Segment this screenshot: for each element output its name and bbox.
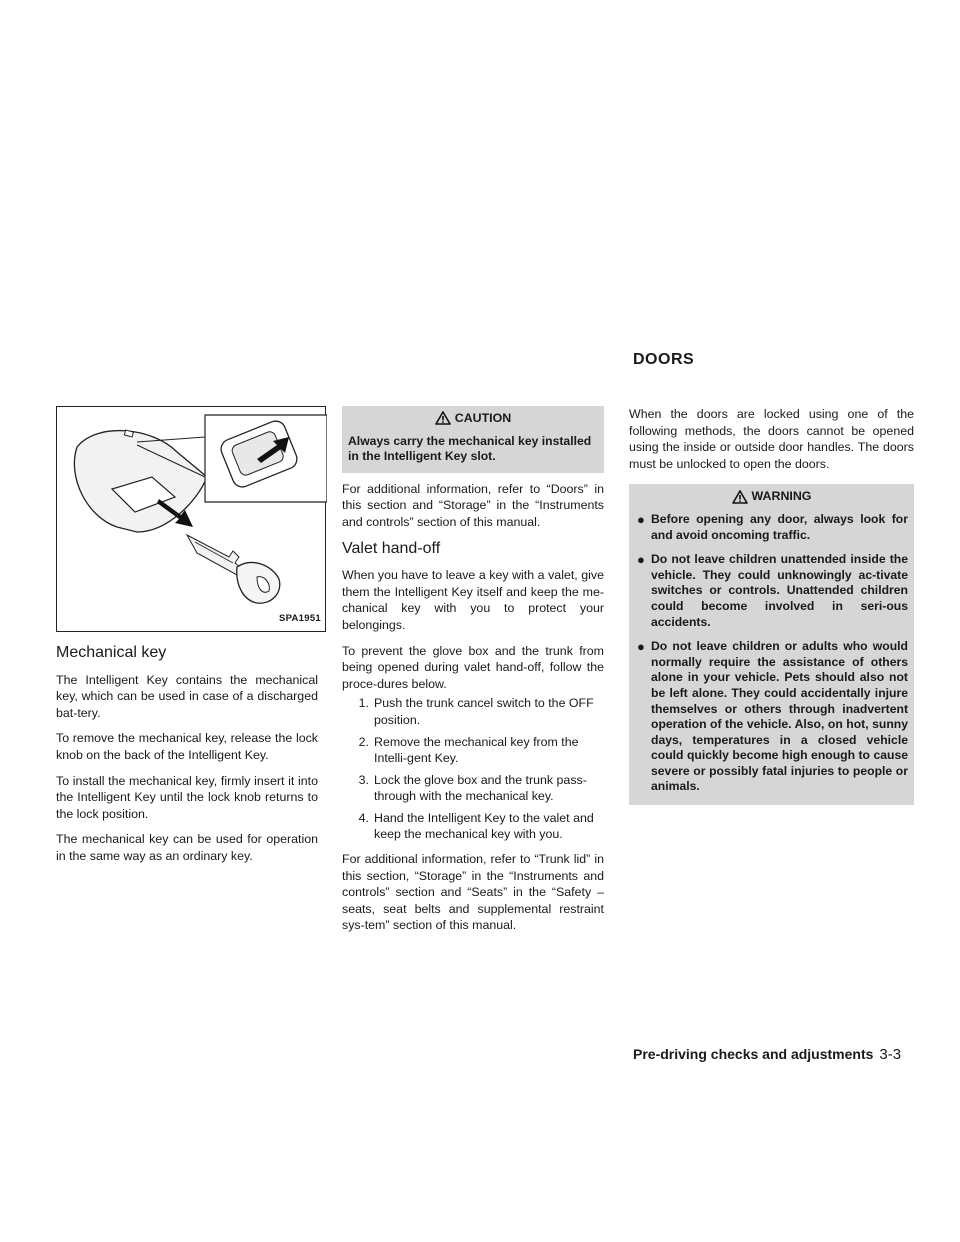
- paragraph: The mechanical key can be used for operation in the same way as an ordinary key.: [56, 832, 318, 863]
- list-item: [342, 810, 604, 843]
- warning-triangle-icon: [732, 490, 748, 504]
- step-number: 4.: [358, 810, 369, 825]
- heading-valet-hand-off: Valet hand-off: [342, 539, 441, 557]
- column-valet: [342, 406, 604, 943]
- warning-list: [635, 512, 908, 795]
- list-item: [635, 512, 908, 543]
- step-number: 1.: [358, 696, 369, 711]
- step-text: Hand the Intelligent Key to the valet and keep the mechanical key with you.: [374, 810, 594, 842]
- figure-code: SPA1951: [278, 613, 321, 625]
- warning-item-text: Before opening any door, always look for and avoid oncoming traffic.: [651, 511, 908, 542]
- list-item: [635, 639, 908, 795]
- caution-title: [348, 410, 598, 427]
- caution-box: [342, 406, 604, 473]
- column-doors: [629, 406, 914, 813]
- paragraph: When the doors are locked using one of the following methods, the doors cannot be opened using the inside or outside door handles. The doors must be unlocked to open the doors.: [629, 407, 914, 471]
- paragraph: For additional information, refer to “Trunk lid” in this section, “Storage” in the “Instruments and controls” section and “Seats” in the “Safety – seats, seat belts and supplemental restraint sys-tem” section of this manual.: [342, 852, 604, 933]
- chapter-title: Pre-driving checks and adjustments: [633, 1046, 874, 1062]
- page-footer: [633, 1046, 901, 1063]
- warning-item-text: Do not leave children or adults who would normally require the assistance of others alone in your vehicle. Pets should also not be left alone. They could accidentally injure themselves or others through inadvertent operation of the vehicle. Also, on hot, sunny days, temperatures in a closed vehicle could quickly become high enough to cause severe or possibly fatal injuries to people or animals.: [651, 639, 908, 794]
- caution-text: Always carry the mechanical key installed in the Intelligent Key slot.: [348, 433, 592, 464]
- warning-item-text: Do not leave children unattended inside the vehicle. They could unknowingly ac-tivate switches or controls. Unattended children could become involved in seri-ous accidents.: [651, 552, 908, 629]
- procedure-steps: [342, 695, 604, 843]
- warning-triangle-icon: [435, 411, 451, 425]
- list-item: [635, 552, 908, 630]
- step-number: 2.: [358, 734, 369, 749]
- intelligent-key-illustration: [57, 407, 327, 633]
- bullet-dot-icon: ●: [637, 639, 645, 655]
- bullet-dot-icon: ●: [637, 511, 645, 527]
- list-item: [342, 772, 604, 805]
- paragraph: When you have to leave a key with a valet, give them the Intelligent Key itself and keep the me-chanical key with you to protect your belongings.: [342, 568, 604, 632]
- bullet-dot-icon: ●: [637, 552, 645, 568]
- caution-label: CAUTION: [454, 411, 512, 425]
- paragraph: To remove the mechanical key, release the lock knob on the back of the Intelligent Key.: [56, 731, 318, 762]
- paragraph: The Intelligent Key contains the mechanical key, which can be used in case of a discharged bat-tery.: [56, 672, 318, 720]
- list-item: [342, 695, 604, 728]
- list-item: [342, 734, 604, 767]
- warning-title: [635, 488, 908, 505]
- warning-box: [629, 484, 914, 805]
- column-mechanical-key: [56, 406, 321, 874]
- mechanical-key-figure: [56, 406, 326, 632]
- paragraph: To prevent the glove box and the trunk from being opened during valet hand-off, follow the proce-dures below.: [342, 643, 604, 691]
- page-number: 3-3: [879, 1046, 902, 1063]
- step-text: Push the trunk cancel switch to the OFF position.: [374, 696, 594, 727]
- paragraph: For additional information, refer to “Doors” in this section and “Storage” in the “Instruments and controls” section of this manual.: [342, 481, 604, 529]
- warning-label: WARNING: [751, 489, 812, 504]
- section-title: DOORS: [633, 351, 695, 368]
- step-text: Remove the mechanical key from the Intelli-gent Key.: [374, 734, 579, 766]
- paragraph: To install the mechanical key, firmly insert it into the Intelligent Key until the lock knob returns to the lock position.: [56, 773, 318, 821]
- step-number: 3.: [358, 772, 369, 787]
- heading-mechanical-key: Mechanical key: [56, 644, 167, 661]
- step-text: Lock the glove box and the trunk pass-through with the mechanical key.: [374, 772, 587, 804]
